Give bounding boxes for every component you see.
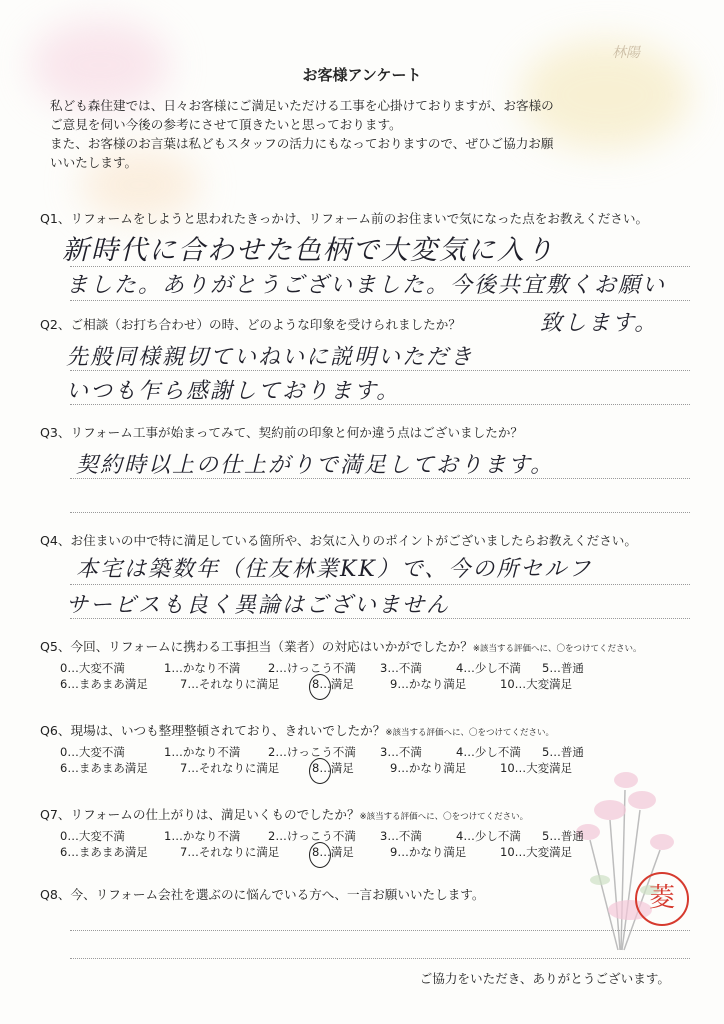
rating-option[interactable]: 5…普通 — [542, 661, 584, 675]
rating-option[interactable]: 5…普通 — [542, 829, 584, 843]
answer-4-line: 本宅は築数年（住友林業KK）で、今の所セルフ — [76, 557, 593, 582]
rating-option[interactable]: 3…不満 — [380, 661, 422, 675]
question-6-text: Q6、現場は、いつも整理整頓されており、きれいでしたか？ — [40, 723, 386, 738]
rating-option[interactable]: 2…けっこう不満 — [268, 829, 356, 843]
question-5-text: Q5、今回、リフォームに携わる工事担当（業者）の対応はいかがでしたか？ — [40, 639, 473, 654]
corner-signature: 林陽 — [612, 45, 640, 61]
rating-option[interactable]: 7…それなりに満足 — [180, 761, 280, 775]
question-5-note: ※該当する評価へに、〇をつけてください。 — [472, 644, 642, 654]
rating-option[interactable]: 8…満足 — [312, 677, 354, 691]
rating-option[interactable]: 0…大変不満 — [60, 745, 125, 759]
question-6-note: ※該当する評価へに、〇をつけてください。 — [385, 728, 554, 738]
intro-text — [50, 96, 690, 172]
rating-option[interactable]: 8…満足 — [312, 761, 354, 775]
intro-line: ご意見を伺い今後の参考にさせて頂きたいと思っております。 — [50, 117, 402, 132]
answer-rule — [70, 300, 690, 301]
rating-option[interactable]: 1…かなり不満 — [164, 661, 241, 675]
question-2: Q2、ご相談（お打ち合わせ）の時、どのような印象を受けられましたか？ — [40, 317, 461, 332]
answer-4-line: サービスも良く異論はございません — [66, 593, 451, 618]
rating-option[interactable]: 9…かなり満足 — [390, 761, 467, 775]
rating-option[interactable]: 4…少し不満 — [456, 745, 521, 759]
question-3: Q3、リフォーム工事が始まってみて、契約前の印象と何か違う点はございましたか？ — [40, 425, 524, 440]
rating-option[interactable]: 7…それなりに満足 — [180, 845, 280, 859]
rating-option[interactable]: 9…かなり満足 — [390, 677, 467, 691]
seal-stamp: 菱 — [635, 872, 689, 926]
rating-option[interactable]: 8…満足 — [312, 845, 354, 859]
rating-option[interactable]: 10…大変満足 — [500, 845, 573, 859]
selected-rating-circle — [309, 842, 331, 868]
answer-rule — [70, 958, 690, 959]
answer-3-line: 契約時以上の仕上がりで満足しております。 — [76, 453, 555, 478]
answer-rule — [70, 512, 690, 513]
question-7-note: ※該当する評価へに、〇をつけてください。 — [359, 812, 529, 822]
intro-line: また、お客様のお言葉は私どもスタッフの活力にもなっておりますので、ぜひご協力お願 — [50, 136, 554, 151]
rating-option[interactable]: 6…まあまあ満足 — [60, 761, 148, 775]
answer-rule — [70, 930, 690, 931]
footer-thanks: ご協力をいただき、ありがとうございます。 — [419, 971, 670, 986]
rating-option[interactable]: 4…少し不満 — [456, 661, 521, 675]
selected-rating-circle — [309, 674, 331, 700]
rating-option[interactable]: 6…まあまあ満足 — [60, 845, 148, 859]
rating-option[interactable]: 3…不満 — [380, 829, 422, 843]
rating-option[interactable]: 2…けっこう不満 — [268, 661, 356, 675]
question-4: Q4、お住まいの中で特に満足している箇所や、お気に入りのポイントがございましたらお教えください。 — [40, 533, 637, 548]
rating-option[interactable]: 9…かなり満足 — [390, 845, 467, 859]
answer-rule — [70, 584, 690, 585]
answer-1-line: 新時代に合わせた色柄で大変気に入り — [62, 235, 555, 266]
intro-line: 私ども森住建では、日々お客様にご満足いただける工事を心掛けておりますが、お客様の — [50, 98, 554, 113]
question-7 — [40, 804, 528, 823]
rating-option[interactable]: 1…かなり不満 — [164, 829, 241, 843]
rating-option[interactable]: 4…少し不満 — [456, 829, 521, 843]
rating-option[interactable]: 0…大変不満 — [60, 661, 125, 675]
answer-2-line: 先般同様親切ていねいに説明いただき — [66, 345, 475, 370]
rating-option[interactable]: 5…普通 — [542, 745, 584, 759]
rating-option[interactable]: 1…かなり不満 — [164, 745, 241, 759]
selected-rating-circle — [309, 758, 331, 784]
answer-1-line: 致します。 — [540, 311, 659, 336]
rating-option[interactable]: 2…けっこう不満 — [268, 745, 356, 759]
rating-option[interactable]: 6…まあまあ満足 — [60, 677, 148, 691]
question-8: Q8、今、リフォーム会社を選ぶのに悩んでいる方へ、一言お願いいたします。 — [40, 887, 485, 902]
rating-option[interactable]: 7…それなりに満足 — [180, 677, 280, 691]
intro-line: いいたします。 — [50, 155, 138, 170]
page-title: お客様アンケート — [302, 66, 422, 84]
question-6 — [40, 720, 554, 739]
rating-option[interactable]: 10…大変満足 — [500, 761, 573, 775]
rating-option[interactable]: 3…不満 — [380, 745, 422, 759]
question-7-text: Q7、リフォームの仕上がりは、満足いくものでしたか？ — [40, 807, 360, 822]
answer-1-line: ました。ありがとうございました。今後共宜敷くお願い — [66, 273, 667, 298]
question-1: Q1、リフォームをしようと思われたきっかけ、リフォーム前のお住まいで気になった点をお教えください。 — [40, 211, 649, 226]
question-5 — [40, 636, 642, 655]
answer-2-line: いつも乍ら感謝しております。 — [66, 379, 401, 404]
rating-option[interactable]: 10…大変満足 — [500, 677, 573, 691]
rating-option[interactable]: 0…大変不満 — [60, 829, 125, 843]
